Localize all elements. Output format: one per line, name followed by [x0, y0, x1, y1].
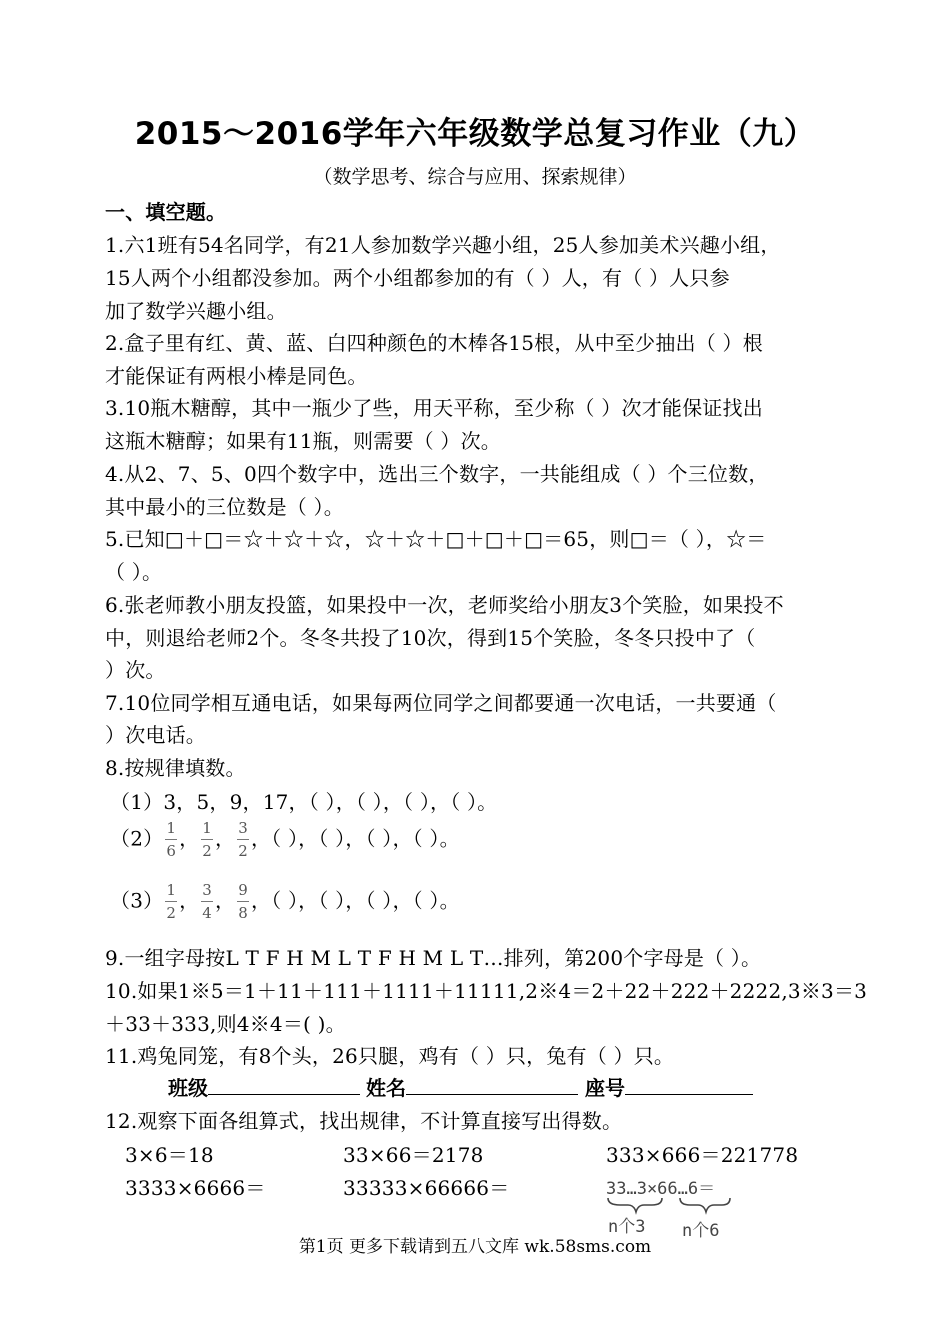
q12-expr-1: 3×6＝18	[125, 1143, 214, 1167]
page-title: 2015～2016学年六年级数学总复习作业（九）	[134, 116, 816, 152]
class-blank[interactable]	[208, 1074, 360, 1095]
q10-line-1: 10.如果1※5＝1＋11＋111＋1111＋11111,2※4＝2＋22＋222＋2222,3※3＝3	[105, 979, 868, 1003]
q6-line-3: ）次。	[105, 658, 166, 682]
q5-line-1: 5.已知□＋□＝☆＋☆＋☆，☆＋☆＋□＋□＋□＝65，则□＝（ ），☆＝	[105, 527, 767, 551]
q2-line-1: 2.盒子里有红、黄、蓝、白四种颜色的木棒各15根，从中至少抽出（ ）根	[105, 331, 763, 355]
q8-2-label: （2）	[110, 826, 164, 851]
q12-expr-4: 3333×6666＝	[125, 1176, 266, 1200]
brace-n3	[608, 1198, 662, 1212]
q1-line-2: 15人两个小组都没参加。两个小组都参加的有（ ）人，有（ ）人只参	[105, 266, 730, 290]
q7-line-1: 7.10位同学相互通电话，如果每两位同学之间都要通一次电话，一共要通（	[105, 691, 777, 715]
q2-line-2: 才能保证有两根小棒是同色。	[105, 364, 368, 388]
q12-expr-3: 333×666＝221778	[606, 1143, 799, 1167]
q1-line-3: 加了数学兴趣小组。	[105, 299, 287, 323]
seat-label: 座号	[585, 1076, 625, 1100]
name-blank[interactable]	[406, 1074, 578, 1095]
q8-3-label: （3）	[110, 888, 164, 913]
page-footer: 第1页 更多下载请到五八文库 wk.58sms.com	[298, 1237, 652, 1257]
q11-line: 11.鸡兔同笼，有8个头，26只腿，鸡有（ ）只，兔有（ ）只。	[105, 1044, 675, 1068]
q12-expr-5: 33333×66666＝	[343, 1176, 510, 1200]
q1-line-1: 1.六1班有54名同学，有21人参加数学兴趣小组，25人参加美术兴趣小组，	[105, 233, 781, 257]
n3-label: n个3	[608, 1217, 646, 1237]
seat-blank[interactable]	[625, 1074, 753, 1095]
q4-line-1: 4.从2、7、5、0四个数字中，选出三个数字，一共能组成（ ）个三位数，	[105, 462, 769, 486]
name-label: 姓名	[366, 1076, 406, 1100]
q8-2-blanks: ，（ ），（ ），（ ），（ ）。	[250, 826, 460, 851]
q6-line-2: 中，则退给老师2个。冬冬共投了10次，得到15个笑脸，冬冬只投中了（	[105, 626, 756, 650]
q4-line-2: 其中最小的三位数是（ ）。	[105, 495, 344, 519]
q8-heading: 8.按规律填数。	[105, 756, 246, 780]
name-field	[366, 1072, 578, 1101]
q12-expr-2: 33×66＝2178	[343, 1143, 484, 1167]
class-field	[168, 1072, 360, 1101]
q8-3-blanks: ，（ ），（ ），（ ），（ ）。	[250, 888, 460, 913]
q12-general-expr: 33…3×66…6＝	[606, 1179, 716, 1199]
q12-line: 12.观察下面各组算式，找出规律，不计算直接写出得数。	[105, 1109, 623, 1133]
fraction: $\frac{3}{2}$	[238, 819, 248, 860]
class-label: 班级	[168, 1076, 208, 1100]
fraction: $\frac{1}{2}$	[202, 819, 213, 860]
section-heading: 一、填空题。	[105, 200, 227, 224]
fraction: $\frac{1}{6}$	[166, 819, 177, 860]
q3-line-2: 这瓶木糖醇；如果有11瓶，则需要（ ）次。	[105, 429, 502, 453]
fraction: $\frac{1}{2}$	[166, 881, 177, 922]
q9-line: 9.一组字母按L T F H M L T F H M L T…排列，第200个字母是（ ）。	[105, 946, 762, 970]
q5-line-2: （ ）。	[105, 560, 163, 584]
q8-sequence-2: （2） $\frac{1}{6}$ ， $\frac{1}{2}$ ， $\frac{3}{2}$ ，（ ），（ ），（ ），（ ）。	[110, 819, 460, 860]
page-subtitle: （数学思考、综合与应用、探索规律）	[313, 166, 637, 188]
fraction: $\frac{3}{4}$	[202, 881, 213, 922]
n6-label: n个6	[682, 1221, 720, 1241]
q8-sequence-3: （3） $\frac{1}{2}$ ， $\frac{3}{4}$ ， $\frac{9}{8}$ ，（ ），（ ），（ ），（ ）。	[110, 881, 460, 922]
q10-line-2: ＋33＋333,则4※4＝( )。	[105, 1012, 346, 1036]
fraction: $\frac{9}{8}$	[238, 881, 248, 922]
q3-line-1: 3.10瓶木糖醇，其中一瓶少了些，用天平称，至少称（ ）次才能保证找出	[105, 396, 763, 420]
seat-field	[585, 1072, 753, 1101]
brace-n6	[680, 1198, 730, 1212]
q7-line-2: ）次电话。	[105, 723, 206, 747]
q8-sequence-1: （1）3，5，9，17，（ ），（ ），（ ），（ ）。	[110, 790, 498, 814]
q6-line-1: 6.张老师教小朋友投篮，如果投中一次，老师奖给小朋友3个笑脸，如果投不	[105, 593, 784, 617]
